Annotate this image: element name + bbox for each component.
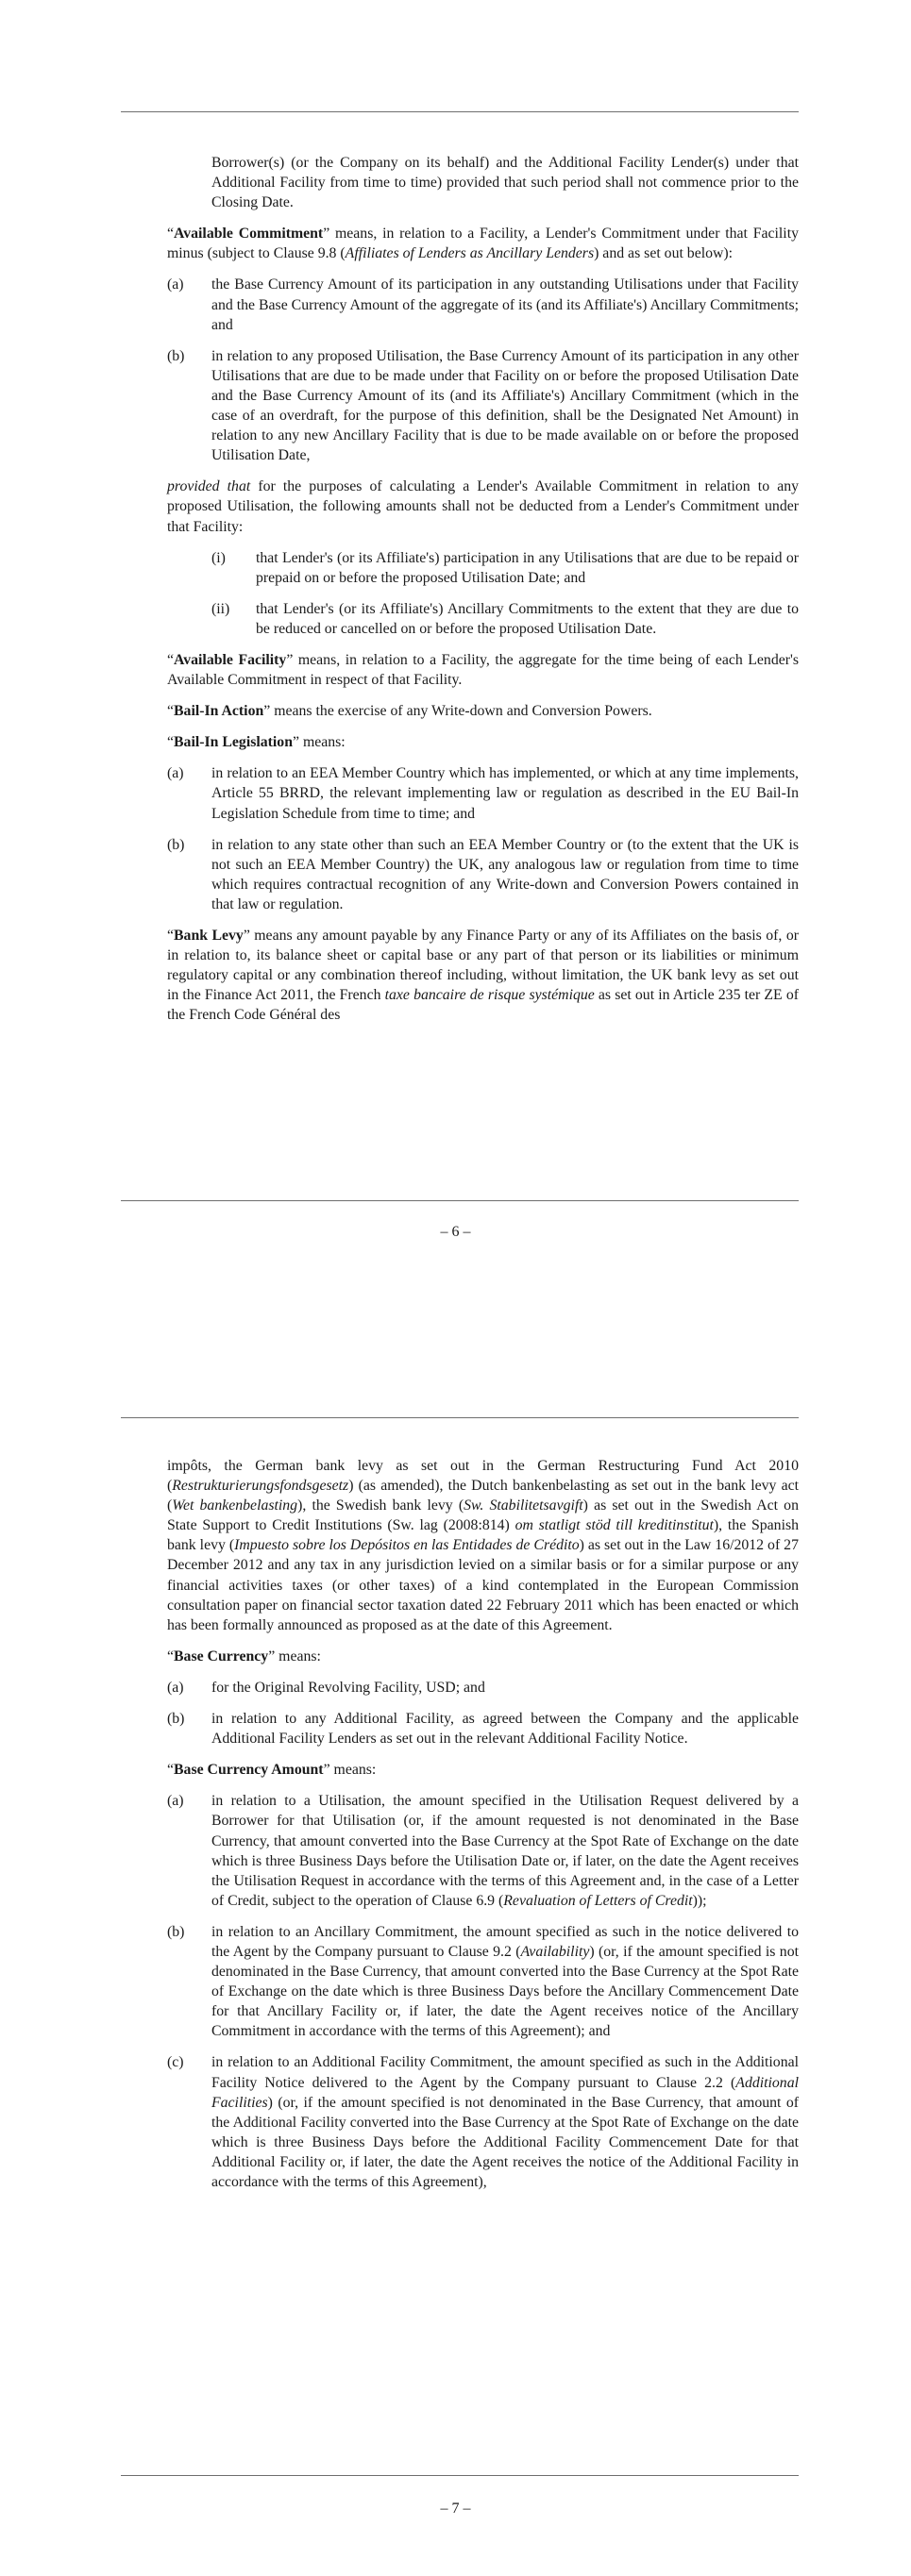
proviso-paragraph: provided that for the purposes of calculating a Lender's Available Commitment in relation to any proposed Utilisation, the following amounts shall not be deducted from a Lender's Commitment under that Facility: (167, 478, 799, 535)
defined-term: Base Currency (174, 1648, 269, 1664)
page-number: – 6 – (440, 1224, 471, 1240)
list-item: (b) in relation to any state other than such an EEA Member Country or (to the extent that the UK is not such an EEA Member Country) the UK, any analogous law or regulation from time to time which requires contractual recognition of any Write-down and Conversion Powers contained in that law or regulation. (167, 836, 799, 912)
text-segment: ) (as amended), the Dutch bankenbelasting as set out in the bank levy act ( (167, 1478, 799, 1514)
definition-base-currency-amount: “Base Currency Amount” means: (167, 1762, 377, 1779)
defined-term: Available Commitment (174, 226, 324, 243)
list-item: (a) in relation to an EEA Member Country which has implemented, or which at any time implements, Article 55 BRRD, the relevant implementing law or regulation as described in the EU Bail-In Legislation Schedule from time to time; and (167, 765, 799, 822)
list-subitem: (ii) that Lender's (or its Affiliate's) Ancillary Commitments to the extent that they are due to be reduced or cancelled on or before the proposed Utilisation Date. (211, 600, 799, 637)
list-subitem: (i) that Lender's (or its Affiliate's) participation in any Utilisations that are due to be repaid or prepaid on or before the proposed Utilisation Date; and (211, 549, 799, 586)
bank-levy-continuation (167, 1456, 799, 1635)
defined-term: Bail-In Legislation (174, 734, 293, 751)
definition-available-commitment: “Available Commitment” means, in relation to a Facility, a Lender's Commitment under that Facility minus (subject to Clause 9.8 (Affiliates of Lenders as Ancillary Lenders) and as set out below): (167, 226, 799, 262)
page-7-body (167, 1456, 799, 2203)
page-top-rule (121, 111, 799, 112)
definition-base-currency: “Base Currency” means: (167, 1648, 321, 1664)
defined-term: Base Currency Amount (174, 1762, 324, 1779)
list-item: (b) in relation to an Ancillary Commitment, the amount specified as such in the notice delivered to the Agent by the Company pursuant to Clause 9.2 (Availability) (or, if the amount specified is not denominated in the Base Currency, that amount converted into the Base Currency at the Spot Rate of Exchange on the date which is three Business Days before the Ancillary Commencement Date for that Ancillary Facility or, if later, the date the Agent receives notice of the Ancillary Commitment in accordance with the terms of this Agreement); and (167, 1923, 799, 2040)
list-item: (b) in relation to any Additional Facility, as agreed between the Company and the applicable Additional Facility Lenders as set out in the relevant Additional Facility Notice. (167, 1711, 799, 1748)
italic-term: Wet bankenbelasting (172, 1497, 298, 1514)
page-bottom-rule (121, 1200, 799, 1201)
text-segment: ), the Swedish bank levy ( (297, 1497, 464, 1514)
defined-term: Available Facility (174, 651, 287, 668)
defined-term: Bank Levy (174, 928, 244, 944)
text-segment: ), the Spanish bank levy ( (167, 1517, 800, 1554)
italic-term: Restrukturierungsfondsgesetz (172, 1478, 349, 1495)
list-item: (a) for the Original Revolving Facility, USD; and (167, 1679, 485, 1696)
list-item: (c) in relation to an Additional Facility Commitment, the amount specified as such in the Additional Facility Notice delivered to the Agent by the Company pursuant to Clause 2.2 (Additional Facilities) (or, if the amount specified is not denominated in the Base Currency, that amount of the Additional Facility converted into the Base Currency at the Spot Rate of Exchange on the date which is three Business Days before the Additional Facility Commencement Date for that Additional Facility or, if later, the date the Agent receives the notice of the Additional Facility in accordance with the terms of this Agreement), (167, 2054, 799, 2190)
page-6-body (167, 153, 799, 1036)
page-bottom-rule (121, 2475, 799, 2476)
definition-available-facility: “Available Facility” means, in relation to a Facility, the aggregate for the time being of each Lender's Available Commitment in respect of that Facility. (167, 651, 799, 689)
text-segment: ) as set out in the Law 16/2012 of 27 December 2012 and any tax in any jurisdiction levied on a similar basis or for a similar purpose or any financial activities taxes (or other taxes) of a kind contemplated in the European Commission consultation paper on financial sector taxation dated 22 February 2011 which has been enacted or which has been formally announced as proposed as at the date of this Agreement. (167, 1537, 799, 1633)
page-7 (0, 1387, 911, 2576)
clause-reference: Additional Facilities (211, 2074, 799, 2111)
definition-bail-in-legislation: “Bail-In Legislation” means: (167, 734, 346, 751)
list-item: (b) in relation to any proposed Utilisation, the Base Currency Amount of its participation in any other Utilisations that are due to be made under that Facility on or before the proposed Utilisation Date and the Base Currency Amount of its (and its Affiliate's) Ancillary Commitment (which in the case of an overdraft, for the purpose of this definition, shall be the Designated Net Amount) in relation to any new Ancillary Facility that is due to be made available on or before the proposed Utilisation Date, (167, 347, 799, 464)
italic-term: Impuesto sobre los Depósitos en las Entidades de Crédito (234, 1537, 580, 1554)
definition-bail-in-action: “Bail-In Action” means the exercise of any Write-down and Conversion Powers. (167, 703, 652, 720)
clause-reference: Affiliates of Lenders as Ancillary Lenders (345, 245, 595, 262)
defined-term: Bail-In Action (174, 703, 264, 720)
clause-reference: Availability (520, 1943, 590, 1960)
page-number: – 7 – (440, 2501, 471, 2517)
list-item: (a) in relation to a Utilisation, the amount specified in the Utilisation Request delivered by a Borrower for that Utilisation (or, if the amount requested is not denominated in the Base Currency, that amount converted into the Base Currency at the Spot Rate of Exchange on the date which is three Business Days before the Utilisation Date or, if later, on the date the Agent receives the Utilisation Request in accordance with the terms of this Agreement and, in the case of a Letter of Credit, subject to the operation of Clause 6.9 (Revaluation of Letters of Credit)); (167, 1793, 799, 1909)
page-top-rule (121, 1417, 799, 1418)
italic-term: om statligt stöd till kreditinstitut (515, 1517, 714, 1534)
definition-bank-levy: “Bank Levy” means any amount payable by any Finance Party or any of its Affiliates on the basis of, or in relation to, its balance sheet or capital base or any part of that person or its liabilities or minimum regulatory capital or any combination thereof including, without limitation, the UK bank levy as set out in the Finance Act 2011, the French taxe bancaire de risque systémique as set out in Article 235 ter ZE of the French Code Général des (167, 928, 800, 1024)
clause-reference: Revaluation of Letters of Credit (503, 1892, 693, 1909)
text-segment: ) as set out in the Swedish Act on State Support to Credit Institutions (Sw. lag (2008:814) (167, 1497, 799, 1534)
italic-term: Sw. Stabilitetsavgift (464, 1497, 583, 1514)
list-item: (a) the Base Currency Amount of its participation in any outstanding Utilisations under that Facility and the Base Currency Amount of the aggregate of its (and its Affiliate's) Ancillary Commitments; and (167, 276, 800, 333)
text-segment: impôts, the German bank levy as set out in the German Restructuring Fund Act 2010 ( (167, 1458, 799, 1495)
continuation-paragraph: Borrower(s) (or the Company on its behalf) and the Additional Facility Lender(s) under that Additional Facility from time to time) provided that such period shall not commence prior to the Closing Date. (211, 155, 799, 211)
